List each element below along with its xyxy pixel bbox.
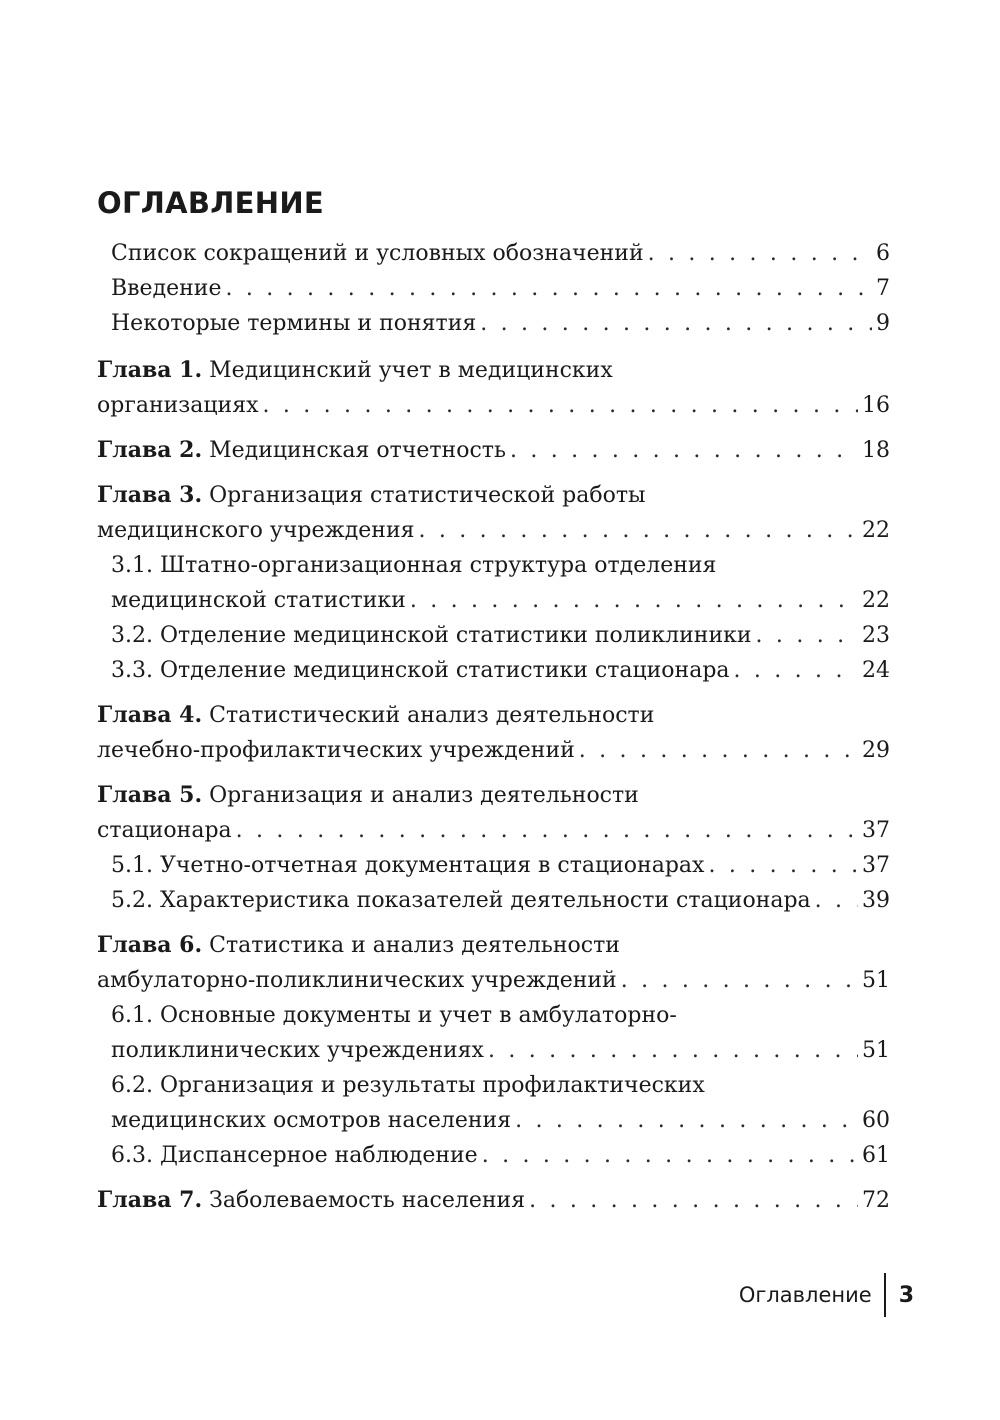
page-number: 3 — [898, 1282, 914, 1308]
toc-chapter-entry[interactable] — [97, 478, 890, 548]
dot-leader — [236, 813, 858, 848]
chapter-title-line2: стационара — [97, 818, 232, 843]
running-title: Оглавление — [738, 1283, 872, 1307]
toc-subsection-entry[interactable] — [97, 883, 890, 918]
toc-entry[interactable] — [97, 306, 890, 341]
chapter-title: Медицинская отчетность — [202, 438, 506, 463]
toc-page-number: 72 — [862, 1188, 890, 1213]
subsection-title: 5.2. Характеристика показателей деятельности стационара — [111, 888, 811, 913]
toc-page-number: 60 — [862, 1108, 890, 1133]
toc-subsection-entry[interactable] — [97, 1068, 890, 1138]
toc-subsection-entry[interactable] — [97, 653, 890, 688]
chapter-title-line2: организациях — [97, 393, 259, 418]
toc-page-number: 22 — [862, 588, 890, 613]
dot-leader — [488, 1033, 858, 1068]
subsection-title-line1: 6.2. Организация и результаты профилактических — [111, 1073, 705, 1098]
chapter-label: Глава 6. — [97, 932, 203, 958]
toc-page-number: 61 — [862, 1143, 890, 1168]
toc-chapter-entry[interactable] — [97, 698, 890, 768]
toc-page-number: 29 — [862, 738, 890, 763]
toc-page-number: 18 — [862, 438, 890, 463]
chapter-title-line1: Организация статистической работы — [202, 483, 646, 508]
chapter-label: Глава 2. — [97, 437, 203, 463]
toc-page-number: 39 — [862, 888, 890, 913]
subsection-title: 3.2. Отделение медицинской статистики поликлиники — [111, 623, 752, 648]
toc-subsection-entry[interactable] — [97, 998, 890, 1068]
chapter-title-line1: Статистика и анализ деятельности — [202, 933, 620, 958]
dot-leader — [579, 733, 858, 768]
dot-leader — [410, 583, 858, 618]
toc-entry-text: Некоторые термины и понятия — [111, 311, 477, 336]
toc-chapter-entry[interactable] — [97, 353, 890, 423]
table-of-contents — [97, 236, 890, 1218]
toc-chapter-entry[interactable] — [97, 433, 890, 468]
subsection-title-line2: медицинских осмотров населения — [111, 1108, 512, 1133]
chapter-title-line2: лечебно-профилактических учреждений — [97, 738, 575, 763]
toc-subsection-entry[interactable] — [97, 548, 890, 618]
toc-page-number: 6 — [876, 241, 890, 266]
subsection-title-line1: 3.1. Штатно-организационная структура отделения — [111, 553, 717, 578]
toc-page-number: 51 — [862, 968, 890, 993]
dot-leader — [482, 1138, 858, 1173]
dot-leader — [648, 236, 872, 271]
dot-leader — [756, 618, 858, 653]
toc-subsection-entry[interactable] — [97, 1138, 890, 1173]
toc-page-number: 9 — [876, 311, 890, 336]
chapter-title-line1: Статистический анализ деятельности — [202, 703, 655, 728]
toc-entry[interactable] — [97, 271, 890, 306]
subsection-title: 5.1. Учетно-отчетная документация в стационарах — [111, 853, 705, 878]
dot-leader — [708, 848, 858, 883]
subsection-title-line2: поликлинических учреждениях — [111, 1038, 484, 1063]
dot-leader — [815, 883, 858, 918]
chapter-title-line1: Медицинский учет в медицинских — [202, 358, 613, 383]
dot-leader — [510, 433, 858, 468]
toc-page-number: 37 — [862, 818, 890, 843]
dot-leader — [480, 306, 872, 341]
dot-leader — [529, 1183, 858, 1218]
chapter-label: Глава 1. — [97, 357, 203, 383]
toc-page-number: 16 — [862, 393, 890, 418]
page-footer — [739, 1272, 914, 1318]
toc-chapter-entry[interactable] — [97, 778, 890, 848]
toc-subsection-entry[interactable] — [97, 848, 890, 883]
chapter-label: Глава 7. — [97, 1187, 203, 1213]
toc-entry-text: Введение — [111, 276, 222, 301]
toc-entry[interactable] — [97, 236, 890, 271]
toc-page-number: 37 — [862, 853, 890, 878]
dot-leader — [263, 388, 858, 423]
subsection-title-line2: медицинской статистики — [111, 588, 406, 613]
dot-leader — [621, 963, 858, 998]
toc-subsection-entry[interactable] — [97, 618, 890, 653]
toc-entry-text: Список сокращений и условных обозначений — [111, 241, 644, 266]
chapter-title-line2: амбулаторно-поликлинических учреждений — [97, 968, 617, 993]
subsection-title: 3.3. Отделение медицинской статистики стационара — [111, 658, 730, 683]
subsection-title: 6.3. Диспансерное наблюдение — [111, 1143, 478, 1168]
dot-leader — [225, 271, 872, 306]
page-title: ОГЛАВЛЕНИЕ — [97, 186, 325, 220]
chapter-title-line1: Организация и анализ деятельности — [202, 783, 639, 808]
dot-leader — [419, 513, 859, 548]
toc-page-number: 7 — [876, 276, 890, 301]
chapter-label: Глава 4. — [97, 702, 203, 728]
dot-leader — [515, 1103, 858, 1138]
toc-page-number: 22 — [862, 518, 890, 543]
toc-page-number: 51 — [862, 1038, 890, 1063]
toc-page-number: 23 — [862, 623, 890, 648]
subsection-title-line1: 6.1. Основные документы и учет в амбулаторно- — [111, 1003, 677, 1028]
chapter-label: Глава 3. — [97, 482, 203, 508]
chapter-title: Заболеваемость населения — [202, 1188, 526, 1213]
chapter-label: Глава 5. — [97, 782, 203, 808]
toc-page-number: 24 — [862, 658, 890, 683]
chapter-title-line2: медицинского учреждения — [97, 518, 415, 543]
dot-leader — [734, 653, 858, 688]
toc-chapter-entry[interactable] — [97, 1183, 890, 1218]
toc-chapter-entry[interactable] — [97, 928, 890, 998]
